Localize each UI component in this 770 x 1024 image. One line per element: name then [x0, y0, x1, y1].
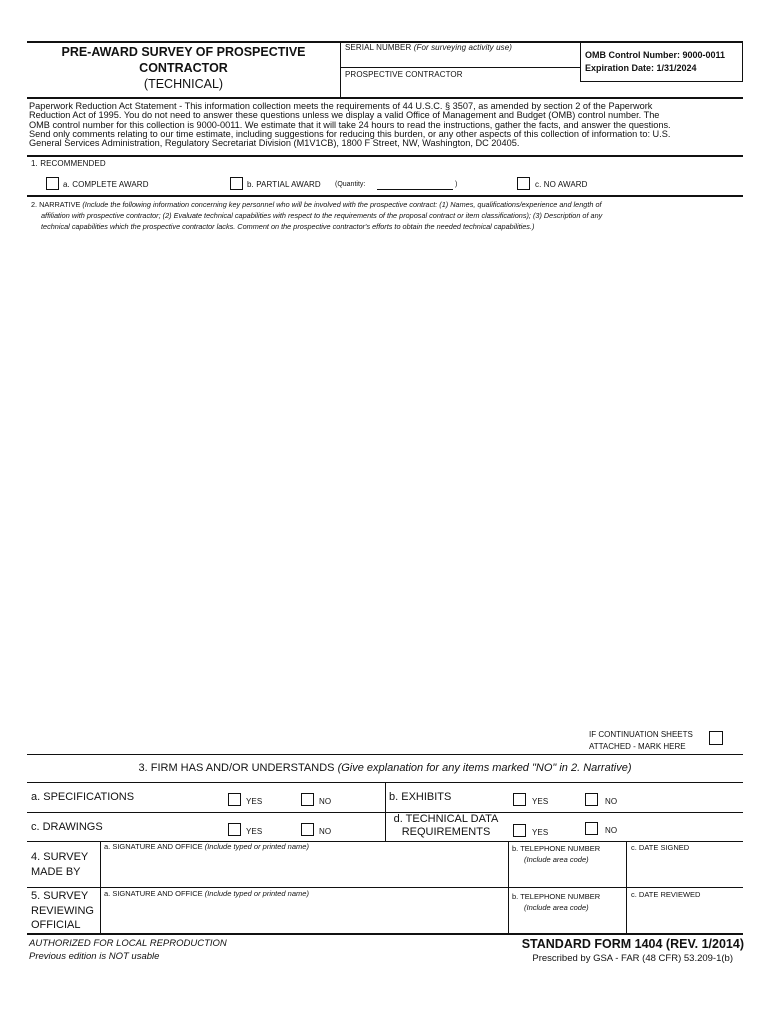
telephone-note: (Include area code) — [524, 855, 589, 864]
survey-telephone-field[interactable] — [512, 843, 624, 887]
exhibits-no-label: NO — [605, 797, 618, 806]
date-signed-label: c. DATE SIGNED — [631, 843, 690, 852]
serial-divider — [340, 67, 580, 68]
serial-number-label: SERIAL NUMBER — [345, 43, 412, 52]
date-signed-field[interactable] — [631, 843, 741, 887]
specifications-no-checkbox[interactable] — [301, 793, 314, 806]
reviewing-signature-field[interactable] — [104, 889, 504, 933]
survey-made-by-line: MADE BY — [31, 866, 81, 878]
paperwork-line: OMB control number for this collection is 9000-0011. We estimate that it will take 24 hours to read the instructions, gather the facts, and answer the questions. — [29, 119, 671, 130]
recommended-bottom-border — [27, 195, 743, 197]
drawings-label: c. DRAWINGS — [31, 821, 103, 833]
specifications-yes-checkbox[interactable] — [228, 793, 241, 806]
quantity-input[interactable] — [377, 189, 453, 190]
no-award-label: c. NO AWARD — [535, 180, 588, 189]
technical-data-yes-label: YES — [532, 828, 549, 837]
survey-reviewing-line: REVIEWING — [31, 904, 94, 917]
technical-data-yes-checkbox[interactable] — [513, 824, 526, 837]
telephone-label: b. TELEPHONE NUMBER — [512, 844, 601, 853]
omb-control-number: OMB Control Number: 9000-0011 — [585, 50, 726, 60]
quantity-label: (Quantity: — [335, 181, 366, 188]
signature-note: (Include typed or printed name) — [204, 889, 309, 898]
survey-reviewing-label — [31, 889, 94, 933]
omb-expiration-date: Expiration Date: 1/31/2024 — [585, 63, 697, 73]
technical-data-line: d. TECHNICAL DATA — [393, 813, 499, 825]
header-bottom-border — [27, 97, 743, 99]
form-title-line1: PRE-AWARD SURVEY OF PROSPECTIVE — [61, 45, 306, 59]
signature-label: a. SIGNATURE AND OFFICE — [104, 842, 203, 851]
no-award-checkbox[interactable] — [517, 177, 530, 190]
exhibits-yes-label: YES — [532, 797, 549, 806]
reviewing-telephone-field[interactable] — [512, 891, 624, 933]
survey-made-by-line: 4. SURVEY — [31, 851, 89, 863]
specifications-no-label: NO — [319, 797, 332, 806]
survey-signature-field[interactable] — [104, 842, 504, 886]
previous-edition-note: Previous edition is NOT usable — [29, 951, 160, 962]
paperwork-line: Send only comments relating to our time estimate, including suggestions for reducing this burden, or any other aspects of this collection of information to: U.S. — [29, 128, 671, 139]
survey-made-by-label — [31, 850, 88, 880]
technical-data-no-label: NO — [605, 826, 618, 835]
exhibits-no-checkbox[interactable] — [585, 793, 598, 806]
firm-heading-note: (Give explanation for any items marked "NO" in 2. Narrative) — [337, 762, 632, 774]
survey-row-divider — [27, 887, 743, 888]
authorized-reproduction: AUTHORIZED FOR LOCAL REPRODUCTION — [29, 938, 227, 949]
narrative-text-area[interactable] — [29, 236, 741, 722]
narrative-line: (Include the following information concerning key personnel who will be involved with the prospective contract: (1) Names, qualifications/experience and length of — [82, 200, 602, 209]
partial-award-label: b. PARTIAL AWARD — [247, 180, 321, 189]
complete-award-checkbox[interactable] — [46, 177, 59, 190]
technical-data-label — [386, 813, 506, 839]
prospective-contractor-field[interactable] — [345, 70, 575, 96]
drawings-no-checkbox[interactable] — [301, 823, 314, 836]
technical-data-line: REQUIREMENTS — [401, 826, 491, 838]
drawings-no-label: NO — [319, 827, 332, 836]
survey-reviewing-line: 5. SURVEY — [31, 890, 89, 902]
quantity-close: ) — [455, 181, 458, 188]
standard-form-name: STANDARD FORM 1404 (REV. 1/2014) — [521, 937, 744, 951]
recommended-label: 1. RECOMMENDED — [31, 159, 106, 168]
paperwork-line: Paperwork Reduction Act Statement - This information collection meets the requirements of 44 U.S.C. § 3507, as amended by section 2 of the Paperwork — [29, 101, 653, 111]
serial-number-note: (For surveying activity use) — [413, 43, 513, 52]
survey-reviewing-line: OFFICIAL — [31, 919, 81, 931]
specifications-yes-label: YES — [246, 797, 263, 806]
narrative-label: 2. NARRATIVE — [31, 200, 81, 209]
firm-row-divider — [27, 812, 743, 813]
narrative-line: affiliation with prospective contractor; (2) Evaluate technical capabilities with respect to the requirements of the proposal contract or item classifications); (3) Description of any — [41, 211, 603, 220]
form-title-line2: CONTRACTOR — [139, 61, 228, 75]
date-reviewed-label: c. DATE REVIEWED — [631, 890, 701, 899]
exhibits-label: b. EXHIBITS — [389, 791, 452, 803]
paperwork-line: General Services Administration, Regulatory Secretariat Division (M1V1CB), 1800 F Street, NW, Washington, DC 20405. — [29, 138, 520, 149]
technical-data-no-checkbox[interactable] — [585, 822, 598, 835]
date-reviewed-field[interactable] — [631, 890, 741, 932]
continuation-line: ATTACHED - MARK HERE — [589, 741, 686, 751]
paperwork-statement — [29, 102, 743, 148]
drawings-yes-label: YES — [246, 827, 263, 836]
form-title-line3: (TECHNICAL) — [143, 77, 224, 91]
drawings-yes-checkbox[interactable] — [228, 823, 241, 836]
serial-number-field[interactable] — [345, 43, 575, 67]
signature-label: a. SIGNATURE AND OFFICE — [104, 889, 203, 898]
narrative-instructions — [31, 199, 743, 232]
firm-heading-text: 3. FIRM HAS AND/OR UNDERSTANDS — [138, 762, 335, 774]
specifications-label: a. SPECIFICATIONS — [31, 791, 135, 803]
signature-note: (Include typed or printed name) — [204, 842, 309, 851]
complete-award-label: a. COMPLETE AWARD — [63, 180, 149, 189]
continuation-line: IF CONTINUATION SHEETS — [589, 730, 693, 739]
partial-award-checkbox[interactable] — [230, 177, 243, 190]
narrative-line: technical capabilities which the prospective contractor lacks. Comment on the prospective contractor's efforts to obtain the needed technical capabilities.) — [41, 222, 535, 231]
exhibits-yes-checkbox[interactable] — [513, 793, 526, 806]
paperwork-line: Reduction Act of 1995. You do not need to answer these questions unless we display a valid Office of Management and Budget (OMB) control number. The — [29, 110, 660, 121]
paperwork-bottom-border — [27, 155, 743, 157]
prescribed-by: Prescribed by GSA - FAR (48 CFR) 53.209-1(b) — [532, 953, 733, 964]
prospective-contractor-label: PROSPECTIVE CONTRACTOR — [345, 70, 463, 79]
continuation-checkbox[interactable] — [709, 731, 723, 745]
form-bottom-border — [27, 933, 743, 935]
title-divider — [340, 41, 341, 98]
narrative-bottom-border — [27, 754, 743, 755]
telephone-note: (Include area code) — [524, 903, 589, 912]
omb-box — [580, 41, 743, 82]
continuation-label — [589, 729, 693, 752]
firm-heading — [27, 762, 743, 774]
telephone-label: b. TELEPHONE NUMBER — [512, 892, 601, 901]
